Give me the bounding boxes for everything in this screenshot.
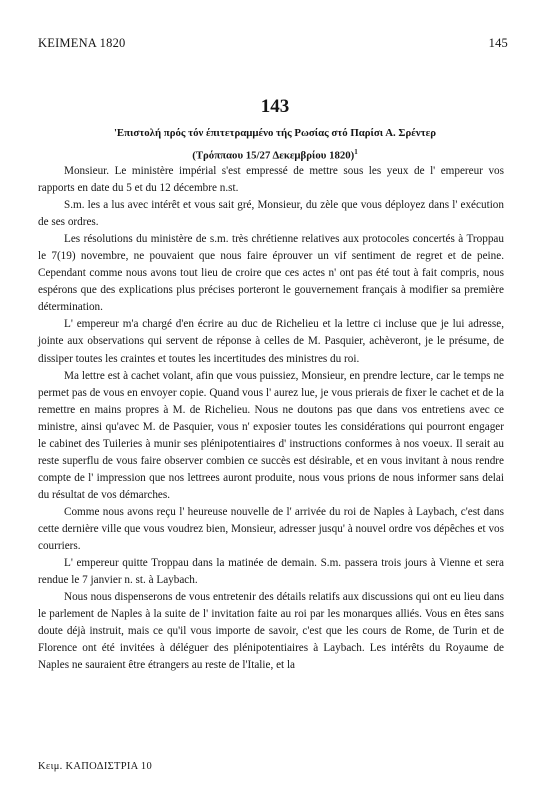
page-number: 145 (488, 36, 508, 50)
letter-body (38, 163, 504, 674)
document-number: 143 (260, 96, 290, 117)
paragraph: Comme nous avons reçu l' heureuse nouvelle de l' arrivée du roi de Naples à Laybach, c'est dans cette dernière ville que vous voudrez bien, Monsieur, adresser jusqu' à nouvel ordre vos dépêches et vos courriers. (38, 505, 504, 553)
paragraph: Nous nous dispenserons de vous entretenir des détails relatifs aux discussions qui ont eu lieu dans le parlement de Naples à la suite de l' invitation faite au roi par les monarques alliés. Vous en êtes sans doute déjà instruit, mais ce qu'il vous importe de savoir, c'est que les cours de Rome, de Turin et de Florence ont été invitées à déléguer des plénipotentiaires à Laybach. Les intérêts du Royaume de Naples ne sauraient être étrangers au reste de l'Italie, et la (38, 591, 504, 672)
paragraph: L' empereur quitte Troppau dans la matinée de demain. S.m. passera trois jours à Vienne et sera rendue le 7 janvier n. st. à Laybach. (38, 557, 504, 587)
title-line-1: 'Επιστολή πρός τόν έπιτετραμμένο τής Ρωσίας στό Παρίσι Α. Σρέντερ (113, 127, 437, 139)
running-head (38, 36, 508, 51)
footnote-mark: 1 (354, 148, 358, 156)
running-head-title: ΚΕΙΜΕΝΑ 1820 (38, 36, 126, 50)
paragraph: S.m. les a lus avec intérêt et vous sait gré, Monsieur, du zèle que vous déployez dans l' exécution de ses ordres. (38, 199, 504, 229)
paragraph: Les résolutions du ministère de s.m. très chrétienne relatives aux protocoles concertés à Troppau le 7(19) novembre, ne pouvaient que nous faire éprouver un vif sentiment de regret et de peine. Cependant comme nous avons tout lieu de croire que ces actes n' ont pas été tout à fait compris, nous espérons que des explications plus précises porteront le gouvernement français à modifier sa première détermination. (38, 233, 504, 314)
title-date: (Τρόππαου 15/27 Δεκεμβρίου 1820) (192, 149, 355, 162)
paragraph: L' empereur m'a chargé d'en écrire au duc de Richelieu et la lettre ci incluse que je lui adresse, jointe aux observations qui servent de réponse à celles de M. Pasquier, achèveront, je le présume, de dissiper toutes les craintes et toutes les incertitudes des ministres du roi. (38, 318, 504, 365)
document-title (40, 124, 510, 166)
paragraph: Ma lettre est à cachet volant, afin que vous puissiez, Monsieur, en prendre lecture, car le temps ne permet pas de vous en envoyer copie. Quand vous l' aurez lue, je vous prierais de fixer le cachet et de la remettre en mains propres à M. de Richelieu. Nous ne doutons pas que dans vos entretiens avec ce ministre, ainsi qu'avec M. de Pasquier, vous n' exposier toutes les considérations qui pourront engager le cabinet des Tuileries à munir ses plénipotentiaires d' instructions conformes à nos voeux. Il serait au reste superflu de vous faire observer combien ce succès est désirable, et en vous invitant à nous rendre compte de l' impression que nos lettrees auront produite, nous vous prions de nous informer sans delai du résultat de vos démarches. (38, 369, 504, 501)
signature-mark: Κειμ. ΚΑΠΟΔΙΣΤΡΙΑ 10 (38, 761, 153, 772)
paragraph: Monsieur. Le ministère impérial s'est empressé de mettre sous les yeux de l' empereur vos rapports en date du 5 et du 12 décembre n.st. (38, 165, 504, 195)
